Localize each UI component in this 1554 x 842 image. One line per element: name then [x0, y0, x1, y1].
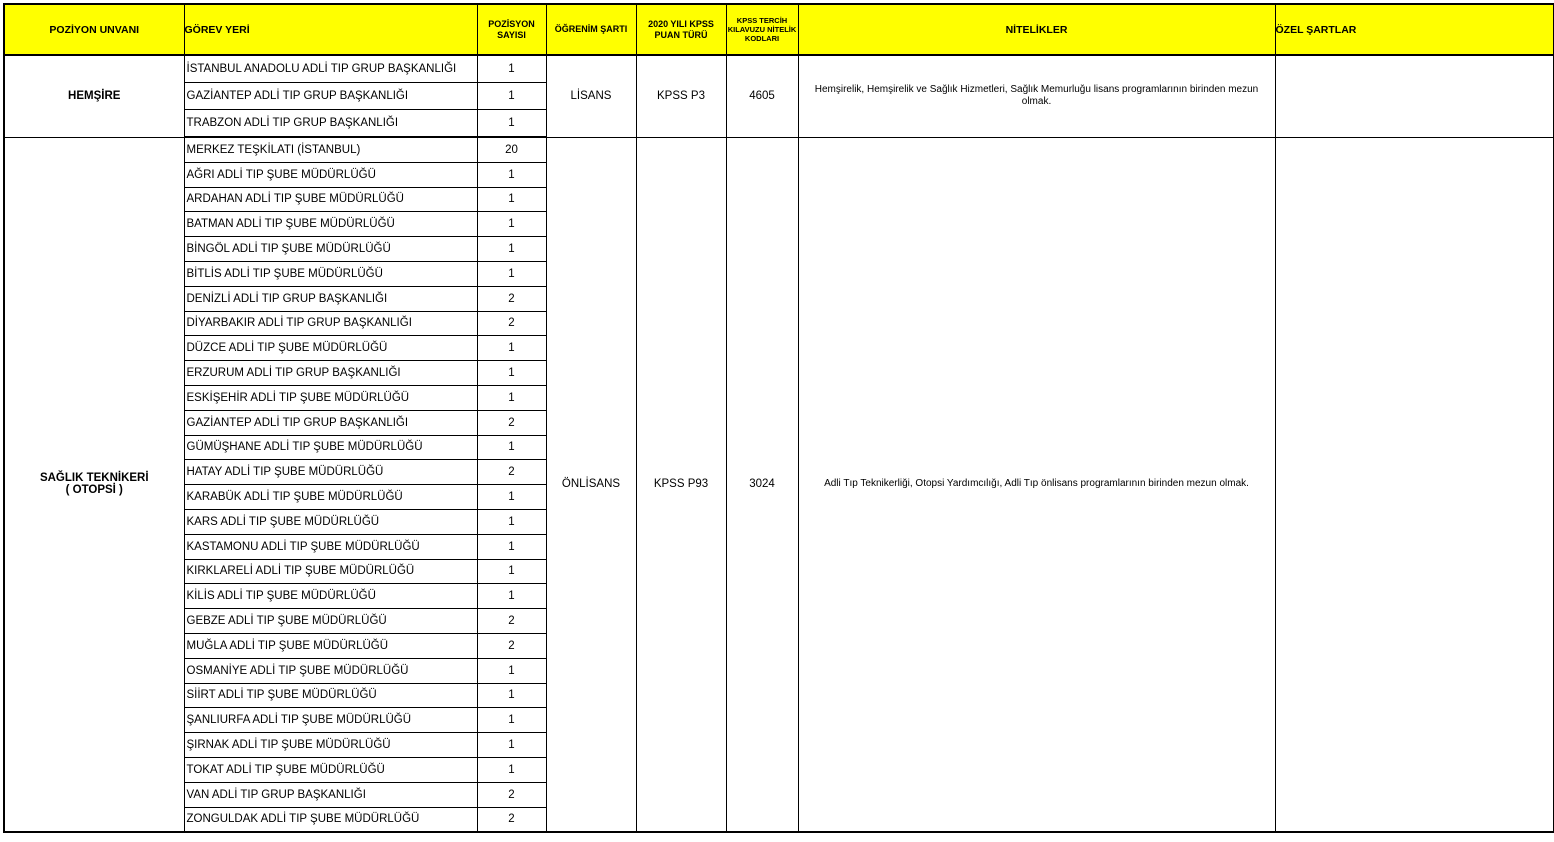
gorev-yeri-cell: ŞANLIURFA ADLİ TIP ŞUBE MÜDÜRLÜĞÜ	[184, 708, 477, 733]
table-body	[4, 55, 1554, 832]
gorev-yeri-cell: TRABZON ADLİ TIP GRUP BAŞKANLIĞI	[184, 110, 477, 138]
gorev-yeri-cell: OSMANİYE ADLİ TIP ŞUBE MÜDÜRLÜĞÜ	[184, 658, 477, 683]
gorev-yeri-cell: ARDAHAN ADLİ TIP ŞUBE MÜDÜRLÜĞÜ	[184, 187, 477, 212]
position-title	[4, 55, 184, 137]
pozisyon-sayisi-cell: 2	[477, 807, 546, 832]
table-row	[4, 137, 1554, 162]
pozisyon-sayisi-cell: 1	[477, 385, 546, 410]
pozisyon-sayisi-cell: 1	[477, 110, 546, 138]
pozisyon-sayisi-cell: 1	[477, 55, 546, 83]
pozisyon-sayisi-cell: 1	[477, 435, 546, 460]
gorev-yeri-cell: KİLİS ADLİ TIP ŞUBE MÜDÜRLÜĞÜ	[184, 584, 477, 609]
gorev-yeri-cell: GAZİANTEP ADLİ TIP GRUP BAŞKANLIĞI	[184, 410, 477, 435]
header-pozisyon-sayisi: POZİSYON SAYISI	[477, 4, 546, 55]
position-title-line2: ( OTOPSİ )	[65, 484, 123, 497]
pozisyon-sayisi-cell: 1	[477, 361, 546, 386]
header-ogrenim-sarti: ÖĞRENİM ŞARTI	[546, 4, 636, 55]
gorev-yeri-cell: DİYARBAKIR ADLİ TIP GRUP BAŞKANLIĞI	[184, 311, 477, 336]
pozisyon-sayisi-cell: 1	[477, 336, 546, 361]
gorev-yeri-cell: HATAY ADLİ TIP ŞUBE MÜDÜRLÜĞÜ	[184, 460, 477, 485]
positions-table	[3, 3, 1554, 833]
pozisyon-sayisi-cell: 1	[477, 509, 546, 534]
header-row	[4, 4, 1554, 55]
gorev-yeri-cell: BİNGÖL ADLİ TIP ŞUBE MÜDÜRLÜĞÜ	[184, 237, 477, 262]
pozisyon-sayisi-cell: 1	[477, 237, 546, 262]
nitelik-kodu-cell: 3024	[726, 137, 798, 832]
pozisyon-sayisi-cell: 1	[477, 733, 546, 758]
gorev-yeri-cell: KARS ADLİ TIP ŞUBE MÜDÜRLÜĞÜ	[184, 509, 477, 534]
gorev-yeri-cell: İSTANBUL ANADOLU ADLİ TIP GRUP BAŞKANLIĞI	[184, 55, 477, 83]
gorev-yeri-cell: VAN ADLİ TIP GRUP BAŞKANLIĞI	[184, 782, 477, 807]
pozisyon-sayisi-cell: 1	[477, 584, 546, 609]
position-title-line1: SAĞLIK TEKNİKERİ	[39, 472, 149, 485]
pozisyon-sayisi-cell: 1	[477, 708, 546, 733]
header-puan-turu: 2020 YILI KPSS PUAN TÜRÜ	[636, 4, 726, 55]
position-title-line1: HEMŞİRE	[68, 90, 121, 103]
gorev-yeri-cell: GAZİANTEP ADLİ TIP GRUP BAŞKANLIĞI	[184, 83, 477, 110]
pozisyon-sayisi-cell: 2	[477, 311, 546, 336]
puan-turu-cell: KPSS P3	[636, 55, 726, 137]
ozel-sartlar-cell	[1275, 137, 1554, 832]
pozisyon-sayisi-cell: 1	[477, 162, 546, 187]
gorev-yeri-cell: KASTAMONU ADLİ TIP ŞUBE MÜDÜRLÜĞÜ	[184, 534, 477, 559]
table-row	[4, 55, 1554, 83]
ozel-sartlar-cell	[1275, 55, 1554, 137]
pozisyon-sayisi-cell: 2	[477, 286, 546, 311]
ogrenim-sarti-cell: ÖNLİSANS	[546, 137, 636, 832]
gorev-yeri-cell: ŞIRNAK ADLİ TIP ŞUBE MÜDÜRLÜĞÜ	[184, 733, 477, 758]
header-gorev-yeri: GÖREV YERİ	[184, 4, 477, 55]
pozisyon-sayisi-cell: 1	[477, 212, 546, 237]
gorev-yeri-cell: GEBZE ADLİ TIP ŞUBE MÜDÜRLÜĞÜ	[184, 609, 477, 634]
pozisyon-sayisi-cell: 1	[477, 534, 546, 559]
pozisyon-sayisi-cell: 1	[477, 757, 546, 782]
header-nitelikler: NİTELİKLER	[798, 4, 1275, 55]
pozisyon-sayisi-cell: 20	[477, 137, 546, 162]
gorev-yeri-cell: AĞRI ADLİ TIP ŞUBE MÜDÜRLÜĞÜ	[184, 162, 477, 187]
gorev-yeri-cell: SİİRT ADLİ TIP ŞUBE MÜDÜRLÜĞÜ	[184, 683, 477, 708]
gorev-yeri-cell: MUĞLA ADLİ TIP ŞUBE MÜDÜRLÜĞÜ	[184, 633, 477, 658]
gorev-yeri-cell: ZONGULDAK ADLİ TIP ŞUBE MÜDÜRLÜĞÜ	[184, 807, 477, 832]
header-pozisyon-unvani: POZİYON UNVANI	[4, 4, 184, 55]
pozisyon-sayisi-cell: 2	[477, 782, 546, 807]
gorev-yeri-cell: GÜMÜŞHANE ADLİ TIP ŞUBE MÜDÜRLÜĞÜ	[184, 435, 477, 460]
pozisyon-sayisi-cell: 2	[477, 460, 546, 485]
gorev-yeri-cell: BATMAN ADLİ TIP ŞUBE MÜDÜRLÜĞÜ	[184, 212, 477, 237]
header-nitelik-kodlari: KPSS TERCİH KILAVUZU NİTELİK KODLARI	[726, 4, 798, 55]
puan-turu-cell: KPSS P93	[636, 137, 726, 832]
nitelik-kodu-cell: 4605	[726, 55, 798, 137]
pozisyon-sayisi-cell: 1	[477, 559, 546, 584]
pozisyon-sayisi-cell: 1	[477, 683, 546, 708]
pozisyon-sayisi-cell: 1	[477, 261, 546, 286]
pozisyon-sayisi-cell: 1	[477, 83, 546, 110]
gorev-yeri-cell: MERKEZ TEŞKİLATI (İSTANBUL)	[184, 137, 477, 162]
pozisyon-sayisi-cell: 1	[477, 658, 546, 683]
gorev-yeri-cell: DÜZCE ADLİ TIP ŞUBE MÜDÜRLÜĞÜ	[184, 336, 477, 361]
gorev-yeri-cell: ESKİŞEHİR ADLİ TIP ŞUBE MÜDÜRLÜĞÜ	[184, 385, 477, 410]
gorev-yeri-cell: ERZURUM ADLİ TIP GRUP BAŞKANLIĞI	[184, 361, 477, 386]
header-ozel-sartlar: ÖZEL ŞARTLAR	[1275, 4, 1554, 55]
nitelikler-cell: Adli Tıp Teknikerliği, Otopsi Yardımcılığı, Adli Tıp önlisans programlarının birinden mezun olmak.	[798, 137, 1275, 832]
gorev-yeri-cell: DENİZLİ ADLİ TIP GRUP BAŞKANLIĞI	[184, 286, 477, 311]
gorev-yeri-cell: KIRKLARELİ ADLİ TIP ŞUBE MÜDÜRLÜĞÜ	[184, 559, 477, 584]
position-title	[4, 137, 184, 832]
gorev-yeri-cell: KARABÜK ADLİ TIP ŞUBE MÜDÜRLÜĞÜ	[184, 485, 477, 510]
ogrenim-sarti-cell: LİSANS	[546, 55, 636, 137]
gorev-yeri-cell: BİTLİS ADLİ TIP ŞUBE MÜDÜRLÜĞÜ	[184, 261, 477, 286]
pozisyon-sayisi-cell: 1	[477, 485, 546, 510]
pozisyon-sayisi-cell: 2	[477, 609, 546, 634]
pozisyon-sayisi-cell: 1	[477, 187, 546, 212]
nitelikler-cell: Hemşirelik, Hemşirelik ve Sağlık Hizmetleri, Sağlık Memurluğu lisans programlarının birinden mezun olmak.	[798, 55, 1275, 137]
pozisyon-sayisi-cell: 2	[477, 633, 546, 658]
pozisyon-sayisi-cell: 2	[477, 410, 546, 435]
gorev-yeri-cell: TOKAT ADLİ TIP ŞUBE MÜDÜRLÜĞÜ	[184, 757, 477, 782]
